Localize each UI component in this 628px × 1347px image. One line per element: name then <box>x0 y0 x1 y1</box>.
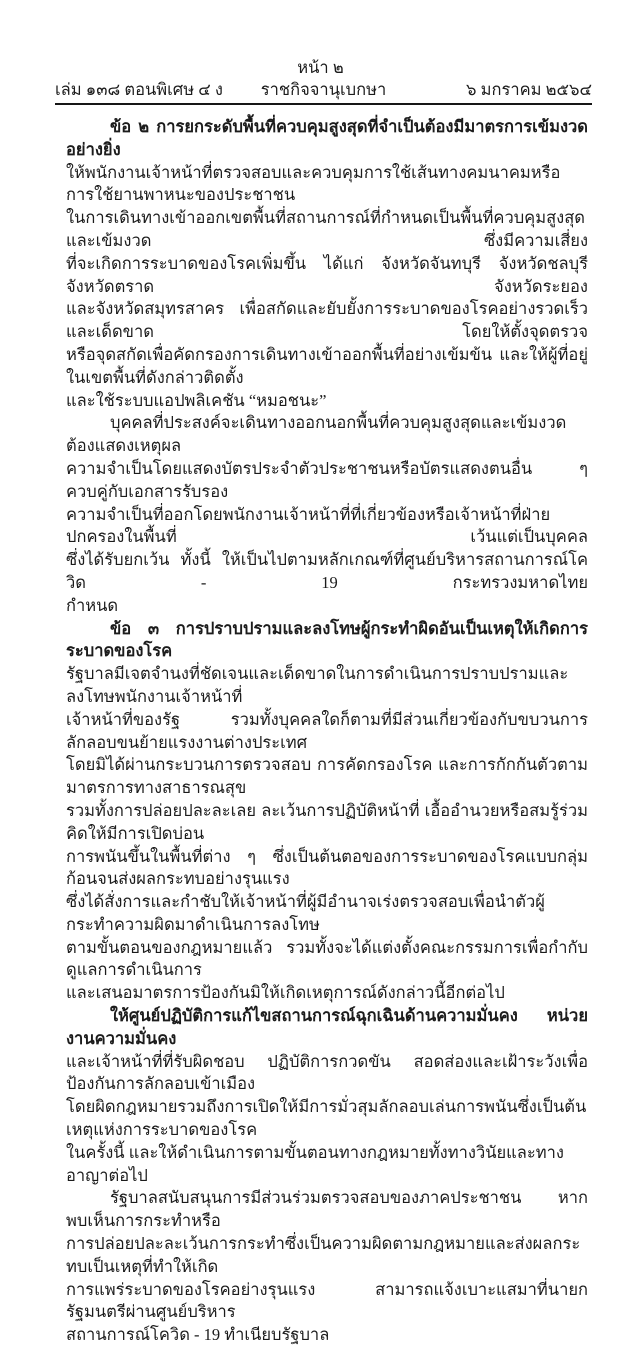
text-line: ความจำเป็นโดยแสดงบัตรประจำตัวประชาชนหรือบัตรแสดงตนอื่น ๆ ควบคู่กับเอกสารรับรอง <box>66 458 588 501</box>
text-line: ข้อ ๒ การยกระดับพื้นที่ควบคุมสูงสุดที่จำเป็นต้องมีมาตรการเข้มงวดอย่างยิ่ง <box>66 117 588 159</box>
text-line: ข้อ ๓ การปราบปรามและลงโทษผู้กระทำผิดอันเป็นเหตุให้เกิดการระบาดของโรค <box>66 618 588 661</box>
issue-date: ๖ มกราคม ๒๕๖๔ <box>466 80 592 99</box>
header-rule <box>55 103 592 105</box>
text-line: ในการเดินทางเข้าออกเขตพื้นที่สถานการณ์ที่กำหนดเป็นพื้นที่ควบคุมสูงสุดและเข้มงวด ซึ่งมีความเสี่ยง <box>66 208 588 250</box>
text-line: รัฐบาลสนับสนุนการมีส่วนร่วมตรวจสอบของภาคประชาชน หากพบเห็นการกระทำหรือ <box>66 1188 588 1231</box>
text-line: ให้ศูนย์ปฏิบัติการแก้ไขสถานการณ์ฉุกเฉินด้านความมั่นคง หน่วยงานความมั่นคง <box>66 1006 588 1048</box>
page-header <box>0 0 628 105</box>
text-line: และเสนอมาตรการป้องกันมิให้เกิดเหตุการณ์ดังกล่าวนี้อีกต่อไป <box>66 983 505 1003</box>
text-line: และเจ้าหน้าที่ที่รับผิดชอบ ปฏิบัติการกวดขัน สอดส่องและเฝ้าระวังเพื่อป้องกันการลักลอบเข้าเมือง <box>66 1051 588 1094</box>
text-line: การแพร่ระบาดของโรคอย่างรุนแรง สามารถแจ้งเบาะแสมาที่นายกรัฐมนตรีผ่านศูนย์บริหาร <box>66 1279 588 1322</box>
text-line: ที่จะเกิดการระบาดของโรคเพิ่มขึ้น ได้แก่ จังหวัดจันทบุรี จังหวัดชลบุรี จังหวัดตราด จังหวัดระยอง <box>66 253 588 296</box>
text-line: ซึ่งได้รับยกเว้น ทั้งนี้ ให้เป็นไปตามหลักเกณฑ์ที่ศูนย์บริหารสถานการณ์โควิด - 19 กระทรวงมหาดไทย <box>66 550 588 592</box>
text-line: และใช้ระบบแอปพลิเคชัน “หมอชนะ” <box>66 390 327 410</box>
text-line: การพนันขึ้นในพื้นที่ต่าง ๆ ซึ่งเป็นต้นตอของการระบาดของโรคแบบกลุ่มก้อนจนส่งผลกระทบอย่างรุนแรง <box>66 846 588 889</box>
text-line: ตามขั้นตอนของกฎหมายแล้ว รวมทั้งจะได้แต่งตั้งคณะกรรมการเพื่อกำกับดูแลการดำเนินการ <box>66 937 588 980</box>
masthead-row <box>55 79 592 101</box>
text-line: และจังหวัดสมุทรสาคร เพื่อสกัดและยับยั้งการระบาดของโรคอย่างรวดเร็วและเด็ดขาด โดยให้ตั้งจุดตรวจ <box>66 299 588 342</box>
text-line: การปล่อยปละละเว้นการกระทำซึ่งเป็นความผิดตามกฎหมายและส่งผลกระทบเป็นเหตุที่ทำให้เกิด <box>66 1234 581 1276</box>
text-line: รวมทั้งการปล่อยปละละเลย ละเว้นการปฏิบัติหน้าที่ เอื้ออำนวยหรือสมรู้ร่วมคิดให้มีการเปิดบ่อน <box>66 800 588 843</box>
text-line: หรือจุดสกัดเพื่อคัดกรองการเดินทางเข้าออกพื้นที่อย่างเข้มข้น และให้ผู้ที่อยู่ในเขตพื้นที่ดังกล่าวติดตั้ง <box>66 344 588 387</box>
text-line: โดยผิดกฎหมายรวมถึงการเปิดให้มีการมั่วสุมลักลอบเล่นการพนันซึ่งเป็นต้นเหตุแห่งการระบาดของโรค <box>66 1097 587 1140</box>
text-line: ซึ่งได้สั่งการและกำชับให้เจ้าหน้าที่ผู้มีอำนาจเร่งตรวจสอบเพื่อนำตัวผู้กระทำความผิดมาดำเนินการลงโทษ <box>66 892 545 934</box>
text-line: ให้พนักงานเจ้าหน้าที่ตรวจสอบและควบคุมการใช้เส้นทางคมนาคมหรือการใช้ยานพาหนะของประชาชน <box>66 162 561 205</box>
text-line: บุคคลที่ประสงค์จะเดินทางออกนอกพื้นที่ควบคุมสูงสุดและเข้มงวดต้องแสดงเหตุผล <box>66 413 567 456</box>
gazette-name: ราชกิจจานุเบกษา <box>260 80 387 99</box>
text-line: โดยมิได้ผ่านกระบวนการตรวจสอบ การคัดกรองโรค และการกักกันตัวตามมาตรการทางสาธารณสุข <box>66 755 588 798</box>
text-line: ในครั้งนี้ และให้ดำเนินการตามขั้นตอนทางกฎหมายทั้งทางวินัยและทางอาญาต่อไป <box>66 1142 564 1185</box>
text-line: กำหนด <box>66 595 119 615</box>
text-line: รัฐบาลมีเจตจำนงที่ชัดเจนและเด็ดขาดในการดำเนินการปราบปรามและลงโทษพนักงานเจ้าหน้าที่ <box>66 664 569 706</box>
text-line: สถานการณ์โควิด - 19 ทำเนียบรัฐบาล <box>66 1325 330 1345</box>
text-line: ความจำเป็นที่ออกโดยพนักงานเจ้าหน้าที่ที่เกี่ยวข้องหรือเจ้าหน้าที่ฝ่ายปกครองในพื้นที่ เว้นแต่เป็นบุคคล <box>66 504 588 547</box>
volume-info: เล่ม ๑๓๘ ตอนพิเศษ ๔ ง <box>55 80 223 99</box>
page-number-label: หน้า ๒ <box>297 58 344 77</box>
document-body <box>66 116 588 1347</box>
text-line: เจ้าหน้าที่ของรัฐ รวมทั้งบุคคลใดก็ตามที่มีส่วนเกี่ยวข้องกับขบวนการลักลอบขนย้ายแรงงานต่างประเทศ <box>66 709 588 752</box>
